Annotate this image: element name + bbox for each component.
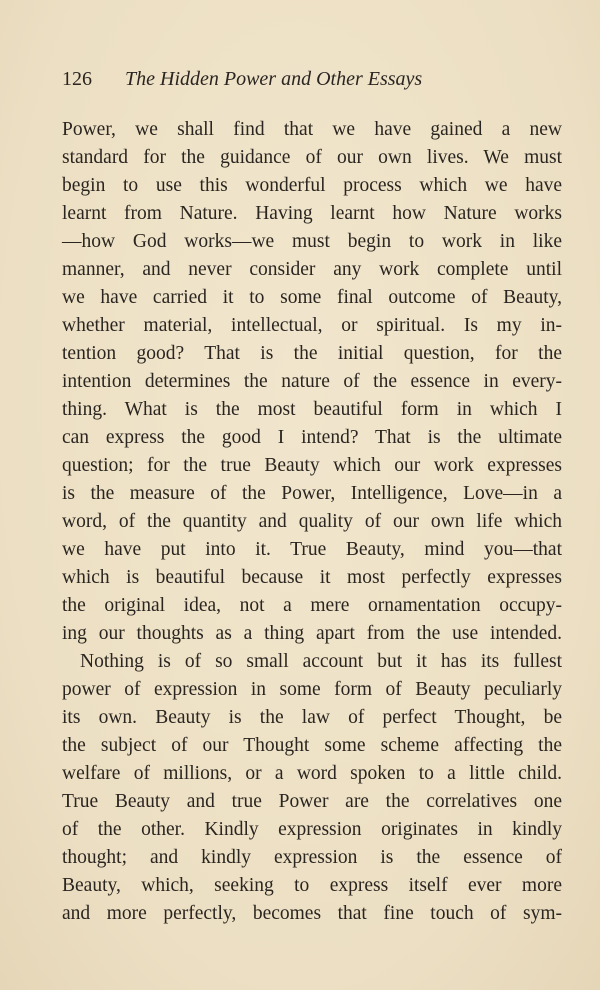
text-line: Nothing is of so small account but it has its fullest (80, 651, 562, 672)
text-line: word, of the quantity and quality of our own life which (62, 511, 562, 532)
text-line: —how God works—we must begin to work in like (62, 231, 562, 252)
text-line: we have put into it. True Beauty, mind you—that (62, 539, 562, 560)
text-line: of the other. Kindly expression originates in kindly (62, 819, 562, 840)
text-line: ing our thoughts as a thing apart from the use intended. (62, 623, 562, 644)
text-line: learnt from Nature. Having learnt how Nature works (62, 203, 562, 224)
text-line: is the measure of the Power, Intelligence, Love—in a (62, 483, 562, 504)
text-line: thing. What is the most beautiful form in which I (62, 399, 562, 420)
text-line: the original idea, not a mere ornamentation occupy- (62, 595, 562, 616)
text-line: standard for the guidance of our own lives. We must (62, 147, 562, 168)
page-number: 126 (62, 68, 92, 90)
text-line: question; for the true Beauty which our work expresses (62, 455, 562, 476)
text-line: and more perfectly, becomes that fine touch of sym- (62, 903, 562, 924)
text-line: we have carried it to some final outcome of Beauty, (62, 287, 562, 308)
text-line: True Beauty and true Power are the correlatives one (62, 791, 562, 812)
running-header (62, 68, 562, 91)
text-line: power of expression in some form of Beauty peculiarly (62, 679, 562, 700)
text-line: begin to use this wonderful process which we have (62, 175, 562, 196)
text-line: the subject of our Thought some scheme affecting the (62, 735, 562, 756)
running-title: The Hidden Power and Other Essays (125, 68, 423, 90)
text-line: welfare of millions, or a word spoken to a little child. (62, 763, 562, 784)
text-line: whether material, intellectual, or spiritual. Is my in- (62, 315, 562, 336)
text-line: Beauty, which, seeking to express itself ever more (62, 875, 562, 896)
text-line: tention good? That is the initial question, for the (62, 343, 562, 364)
text-line: which is beautiful because it most perfectly expresses (62, 567, 562, 588)
text-line: manner, and never consider any work complete until (62, 259, 562, 280)
text-line: intention determines the nature of the essence in every- (62, 371, 562, 392)
text-line: can express the good I intend? That is the ultimate (62, 427, 562, 448)
text-line: Power, we shall find that we have gained a new (62, 119, 562, 140)
body-text (62, 116, 562, 928)
text-line: thought; and kindly expression is the essence of (62, 847, 562, 868)
text-line: its own. Beauty is the law of perfect Thought, be (62, 707, 562, 728)
